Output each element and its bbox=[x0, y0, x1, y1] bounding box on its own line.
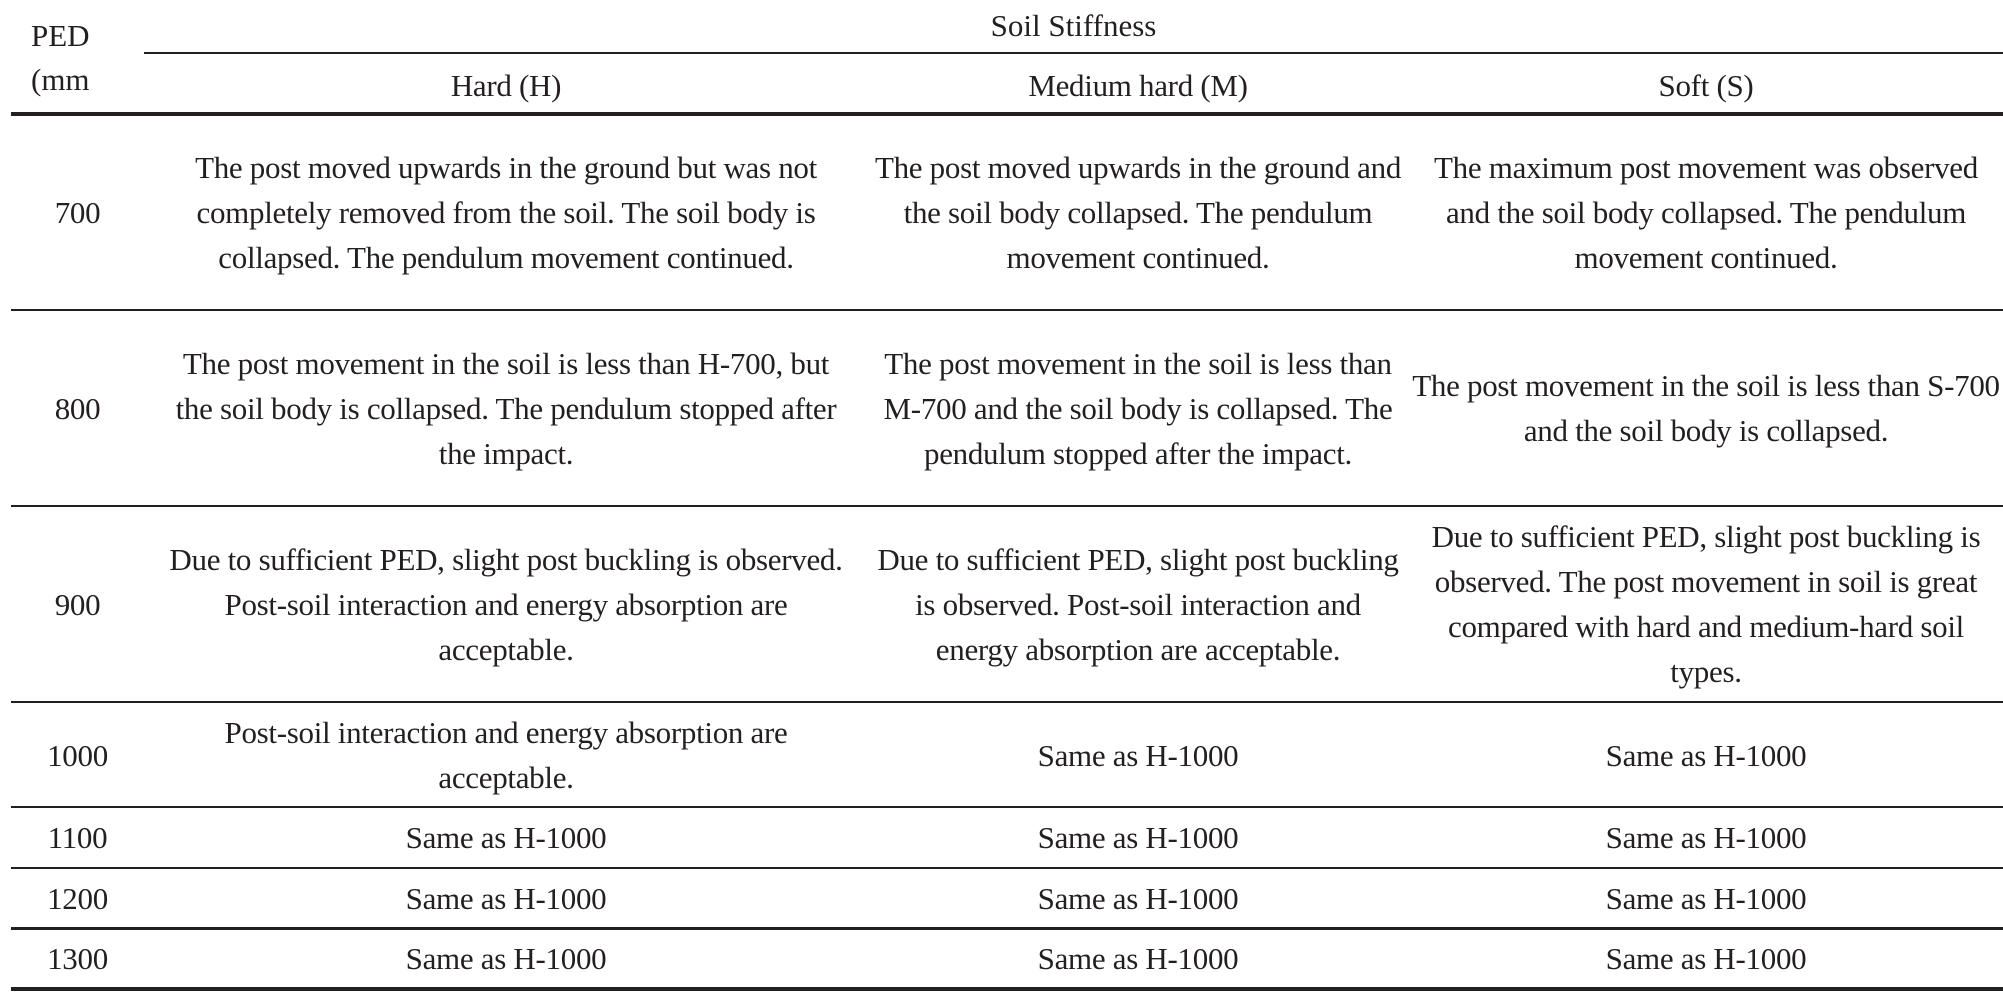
row-700-soft: The maximum post movement was observed and the soil body collapsed. The pendulum movement continued. bbox=[1434, 149, 1978, 275]
table-bottom-rule bbox=[11, 987, 2003, 991]
row-900-medium: Due to sufficient PED, slight post buckling is observed. Post-soil interaction and energy absorption are acceptable. bbox=[877, 541, 1399, 667]
soil-stiffness-group-header: Soil Stiffness bbox=[990, 8, 1157, 43]
row-1200-soft: Same as H-1000 bbox=[1605, 880, 1807, 916]
row-900-ped: 900 bbox=[54, 586, 101, 622]
row-1200-hard: Same as H-1000 bbox=[405, 880, 607, 916]
row-1000-soft: Same as H-1000 bbox=[1605, 737, 1807, 773]
row-1300-hard: Same as H-1000 bbox=[405, 941, 607, 976]
ped-header-line1: PED bbox=[31, 18, 90, 53]
group-header-rule bbox=[144, 52, 2003, 54]
row-1100-medium: Same as H-1000 bbox=[1037, 820, 1239, 855]
row-700-hard: The post moved upwards in the ground but was not completely removed from the soil. The soil body is collapsed. The pendulum movement continued. bbox=[195, 149, 817, 275]
row-1200-ped: 1200 bbox=[47, 880, 108, 916]
row-800-medium: The post movement in the soil is less than M-700 and the soil body is collapsed. The pendulum stopped after the impact. bbox=[883, 345, 1393, 471]
row-1100-ped: 1100 bbox=[47, 820, 108, 855]
row-1000-ped: 1000 bbox=[47, 737, 108, 773]
row-1000-hard: Post-soil interaction and energy absorption are acceptable. bbox=[224, 715, 788, 795]
row-900-soft: Due to sufficient PED, slight post buckling is observed. The post movement in soil is great compared with hard and medium-hard soil types. bbox=[1431, 519, 1981, 689]
row-800-ped: 800 bbox=[54, 390, 101, 426]
row-1200-medium: Same as H-1000 bbox=[1037, 880, 1239, 916]
row-1100-soft: Same as H-1000 bbox=[1605, 820, 1807, 855]
row-800-soft: The post movement in the soil is less than S-700 and the soil body is collapsed. bbox=[1412, 368, 2000, 448]
row-1300-ped: 1300 bbox=[47, 941, 108, 976]
ped-column-header bbox=[31, 14, 90, 102]
row-900-hard: Due to sufficient PED, slight post buckling is observed. Post-soil interaction and energy absorption are acceptable. bbox=[169, 541, 843, 667]
row-1100-hard: Same as H-1000 bbox=[405, 820, 607, 855]
row-700-medium: The post moved upwards in the ground and the soil body collapsed. The pendulum movement continued. bbox=[874, 149, 1402, 275]
row-700-ped: 700 bbox=[54, 194, 101, 230]
column-header-soft: Soft (S) bbox=[1658, 67, 1754, 103]
ped-header-line2: (mm bbox=[31, 62, 90, 97]
column-header-medium: Medium hard (M) bbox=[1028, 67, 1248, 103]
row-800-hard: The post movement in the soil is less than H-700, but the soil body is collapsed. The pendulum stopped after the impact. bbox=[175, 345, 837, 471]
column-header-hard: Hard (H) bbox=[450, 67, 562, 103]
row-1000-medium: Same as H-1000 bbox=[1037, 737, 1239, 773]
row-1300-soft: Same as H-1000 bbox=[1605, 941, 1807, 976]
row-1300-medium: Same as H-1000 bbox=[1037, 941, 1239, 976]
